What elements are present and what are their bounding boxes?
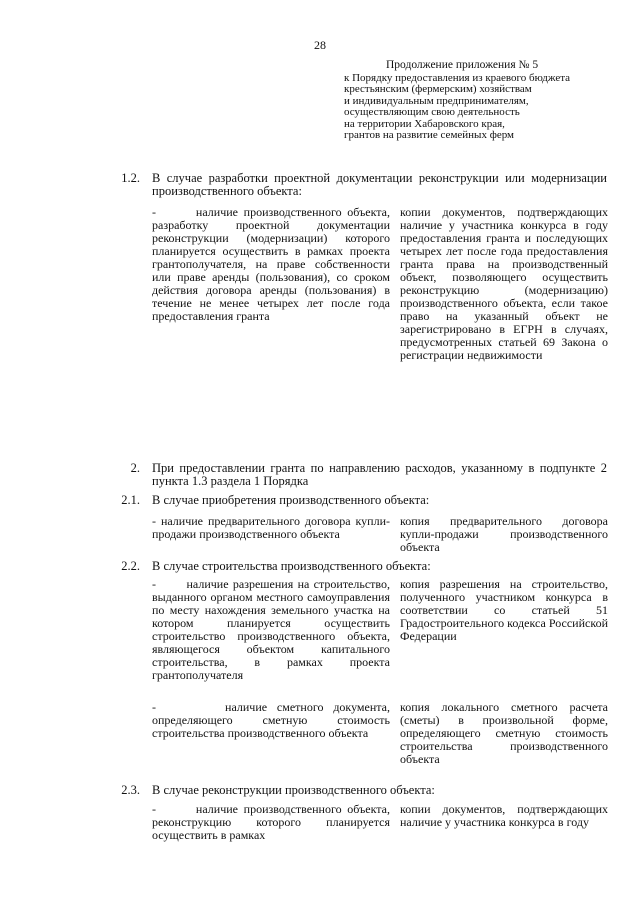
section-number: 1.2.	[121, 171, 140, 185]
requirement-condition: - наличие сметного документа, определяющего сметную стоимость строительства производственного объекта	[152, 700, 390, 740]
requirement-condition: - наличие производственного объекта, реконструкцию которого планируется осуществить в рамках	[152, 802, 390, 842]
requirement-condition: - наличие производственного объекта, разработку проектной документации реконструкции (модернизации) которого планируется осуществить в рамках проекта грантополучателя, на праве собственности или праве аренды (пользования), со сроком действия договора аренды (пользования) в течение не менее четырех лет после года предоставления гранта	[152, 205, 390, 323]
section-heading: В случае строительства производственного объекта:	[152, 559, 431, 573]
requirement-document: копии документов, подтверждающих наличие у участника конкурса в году предоставления гранта и последующих четырех лет после года предоставления гранта права на производственный объект, позволяющего осуществить реконструкцию (модернизацию) производственного объекта, если такое право на указанный объект не зарегистрировано в ЕГРН в случаях, предусмотренных статьей 69 Закона о регистрации недвижимости	[400, 205, 608, 362]
appendix-subtitle-line: к Порядку предоставления из краевого бюджета	[344, 71, 571, 84]
section-number: 2.1.	[121, 493, 140, 507]
requirement-document: копия разрешения на строительство, полученного участником конкурса в соответствии со статьей 51 Градостроительного кодекса Российской Федерации	[400, 577, 608, 643]
appendix-subtitle-line: на территории Хабаровского края,	[344, 117, 505, 130]
appendix-subtitle-line: осуществляющим свою деятельность	[344, 106, 520, 118]
section-heading: В случае приобретения производственного объекта:	[152, 493, 430, 507]
requirement-document: копия предварительного договора купли-продажи производственного объекта	[400, 514, 608, 554]
appendix-title: Продолжение приложения № 5	[386, 59, 539, 71]
section-number: 2.2.	[121, 559, 140, 573]
requirement-condition: - наличие разрешения на строительство, выданного органом местного самоуправления по месту нахождения земельного участка на котором планируется осуществить строительство производственного объекта, являющегося объектом капитального строительства, в рамках проекта грантополучателя	[152, 577, 390, 682]
page-number: 28	[314, 38, 326, 52]
requirement-document: копии документов, подтверждающих наличие у участника конкурса в году	[400, 802, 608, 829]
section-heading: При предоставлении гранта по направлению расходов, указанному в подпункте 2 пункта 1.3 раздела 1 Порядка	[152, 461, 607, 488]
appendix-header	[344, 60, 616, 142]
appendix-subtitle-line: крестьянским (фермерским) хозяйствам	[344, 83, 532, 95]
requirement-condition: - наличие предварительного договора купли-продажи производственного объекта	[152, 514, 390, 541]
section-number: 2.	[130, 461, 140, 475]
section-heading: В случае реконструкции производственного объекта:	[152, 783, 435, 797]
requirement-document: копия локального сметного расчета (сметы) в произвольной форме, определяющего сметную стоимость строительства производственного объекта	[400, 700, 608, 766]
appendix-subtitle-line: и индивидуальным предпринимателям,	[344, 94, 529, 107]
section-heading: В случае разработки проектной документации реконструкции или модернизации производственного объекта:	[152, 171, 607, 198]
appendix-subtitle-line: грантов на развитие семейных ферм	[344, 129, 515, 141]
section-number: 2.3.	[121, 783, 140, 797]
